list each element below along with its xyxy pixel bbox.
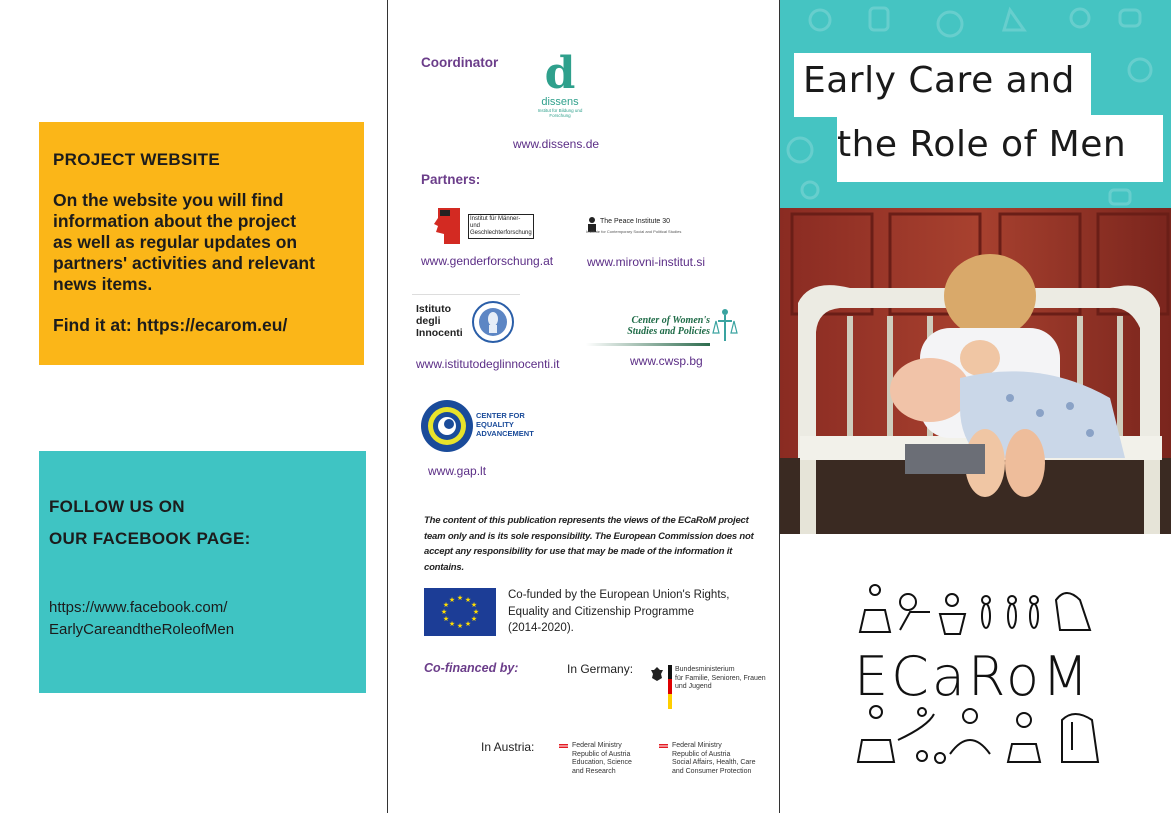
svg-text:★: ★ bbox=[440, 608, 448, 616]
child-kissing-baby-illustration bbox=[780, 208, 1171, 534]
cover-header bbox=[780, 0, 1171, 208]
cover-title-line1: Early Care and bbox=[803, 60, 1075, 101]
left-panel bbox=[0, 0, 387, 813]
cofinanced-label: Co-financed by: bbox=[424, 661, 519, 675]
right-panel bbox=[780, 0, 1171, 813]
eu-funding-line: Equality and Citizenship Programme bbox=[508, 605, 695, 618]
facebook-url-line: EarlyCareandtheRoleofMen bbox=[49, 621, 235, 638]
austria-flag-icon bbox=[659, 744, 668, 748]
eu-stars-icon bbox=[424, 588, 496, 636]
ministry-line: Education, Science bbox=[572, 759, 632, 766]
middle-panel bbox=[388, 0, 779, 813]
ecarom-wordmark: ECaRoM bbox=[854, 645, 1092, 708]
svg-text:★: ★ bbox=[448, 620, 456, 628]
ministry-line: Republic of Austria bbox=[672, 750, 731, 758]
eu-funding-text bbox=[508, 587, 748, 637]
ministry-line: und Jugend bbox=[675, 683, 712, 690]
svg-text:★: ★ bbox=[456, 622, 464, 630]
austria-social-ministry-logo bbox=[659, 742, 769, 782]
genderforschung-logo bbox=[430, 204, 540, 250]
innocenti-medallion-icon bbox=[472, 301, 514, 343]
peace-institute-subtitle: Institute for Contemporary Social and Political Studies bbox=[586, 229, 682, 234]
dissens-logo-name: dissens bbox=[541, 96, 579, 108]
svg-text:★: ★ bbox=[456, 594, 464, 602]
facebook-link[interactable] bbox=[49, 597, 234, 641]
austria-education-ministry-text bbox=[572, 742, 652, 776]
austria-education-ministry-logo bbox=[559, 742, 649, 782]
eu-flag-icon bbox=[424, 588, 496, 636]
dissens-logo-subtitle: Institut für Bildung und Forschung bbox=[537, 108, 583, 118]
peace-institute-name: The Peace Institute 30 bbox=[600, 218, 671, 225]
eagle-icon bbox=[650, 666, 664, 682]
doodle-figures-top bbox=[780, 580, 1171, 640]
innocenti-url[interactable]: www.istitutodeglinnocenti.it bbox=[416, 357, 560, 371]
svg-text:★: ★ bbox=[442, 601, 450, 609]
svg-text:★: ★ bbox=[470, 601, 478, 609]
cover-photo bbox=[780, 208, 1171, 534]
innocenti-logo-text: Istituto degli Innocenti bbox=[416, 303, 463, 339]
scales-icon bbox=[712, 307, 738, 343]
svg-text:★: ★ bbox=[470, 615, 478, 623]
german-flag-stripe bbox=[668, 665, 672, 709]
austria-label: In Austria: bbox=[481, 740, 535, 754]
project-website-description bbox=[53, 190, 333, 295]
facebook-heading-line2: OUR FACEBOOK PAGE: bbox=[49, 529, 251, 548]
germany-label: In Germany: bbox=[567, 662, 634, 676]
description-line: On the website you will find bbox=[53, 190, 284, 210]
austria-flag-icon bbox=[559, 744, 568, 748]
cwsp-logo-rule bbox=[586, 343, 710, 346]
project-website-link[interactable]: Find it at: https://ecarom.eu/ bbox=[53, 315, 288, 335]
gap-logo-text: CENTER FOR EQUALITY ADVANCEMENT bbox=[476, 411, 534, 438]
ministry-line: and Research bbox=[572, 767, 616, 775]
dissens-url[interactable]: www.dissens.de bbox=[513, 137, 600, 151]
german-ministry-text bbox=[675, 666, 775, 692]
genderforschung-url[interactable]: www.genderforschung.at bbox=[421, 254, 554, 268]
project-website-box bbox=[39, 122, 364, 365]
genderforschung-logo-text: Institut für Männer- und Geschlechterforschung bbox=[468, 214, 534, 239]
description-line: as well as regular updates on bbox=[53, 232, 298, 252]
gap-url[interactable]: www.gap.lt bbox=[428, 464, 487, 478]
profile-head-icon bbox=[430, 204, 466, 248]
svg-text:★: ★ bbox=[442, 615, 450, 623]
austria-social-ministry-text bbox=[672, 742, 772, 776]
facebook-url-line: https://www.facebook.com/ bbox=[49, 599, 228, 616]
description-line: partners' activities and relevant bbox=[53, 253, 315, 273]
cwsp-logo-text: Center of Women's Studies and Policies bbox=[627, 315, 710, 337]
peace-institute-logo bbox=[586, 216, 736, 240]
project-website-title: PROJECT WEBSITE bbox=[53, 150, 220, 169]
cover-title-line2: the Role of Men bbox=[837, 124, 1127, 165]
coordinator-label: Coordinator bbox=[421, 55, 499, 70]
ministry-line: and Consumer Protection bbox=[672, 767, 752, 775]
mirovni-institut-url[interactable]: www.mirovni-institut.si bbox=[587, 255, 706, 269]
dissens-logo bbox=[536, 48, 584, 128]
ministry-line: Federal Ministry bbox=[572, 742, 622, 749]
ministry-line: Bundesministerium bbox=[675, 666, 735, 673]
description-line: information about the project bbox=[53, 211, 297, 231]
gap-logo bbox=[420, 399, 540, 455]
description-line: news items. bbox=[53, 274, 153, 294]
equality-spiral-icon bbox=[420, 399, 474, 453]
eu-funding-line: Co-funded by the European Union's Rights, bbox=[508, 589, 730, 601]
doodle-figures-bottom bbox=[780, 700, 1171, 770]
svg-text:★: ★ bbox=[472, 608, 480, 616]
eu-funding-line: (2014-2020). bbox=[508, 622, 574, 634]
ministry-line: Federal Ministry bbox=[672, 742, 722, 749]
german-ministry-logo bbox=[650, 666, 770, 712]
partners-label: Partners: bbox=[421, 172, 481, 187]
cwsp-logo bbox=[586, 305, 738, 347]
disclaimer-text: The content of this publication represents the views of the ECaRoM project team only and is its sole responsibility. The European Commission does not accept any responsibility for use that may be made of the information it contains. bbox=[424, 515, 754, 573]
ministry-line: für Familie, Senioren, Frauen bbox=[675, 674, 766, 682]
svg-text:★: ★ bbox=[464, 596, 472, 604]
innocenti-logo bbox=[412, 294, 520, 346]
dissens-logo-letter: d bbox=[544, 48, 576, 99]
facebook-box bbox=[39, 451, 366, 693]
ministry-line: Social Affairs, Health, Care bbox=[672, 759, 756, 766]
svg-text:★: ★ bbox=[464, 620, 472, 628]
cwsp-url[interactable]: www.cwsp.bg bbox=[630, 354, 703, 368]
ministry-line: Republic of Austria bbox=[572, 750, 631, 758]
facebook-heading-line1: FOLLOW US ON bbox=[49, 497, 185, 516]
svg-text:★: ★ bbox=[448, 596, 456, 604]
